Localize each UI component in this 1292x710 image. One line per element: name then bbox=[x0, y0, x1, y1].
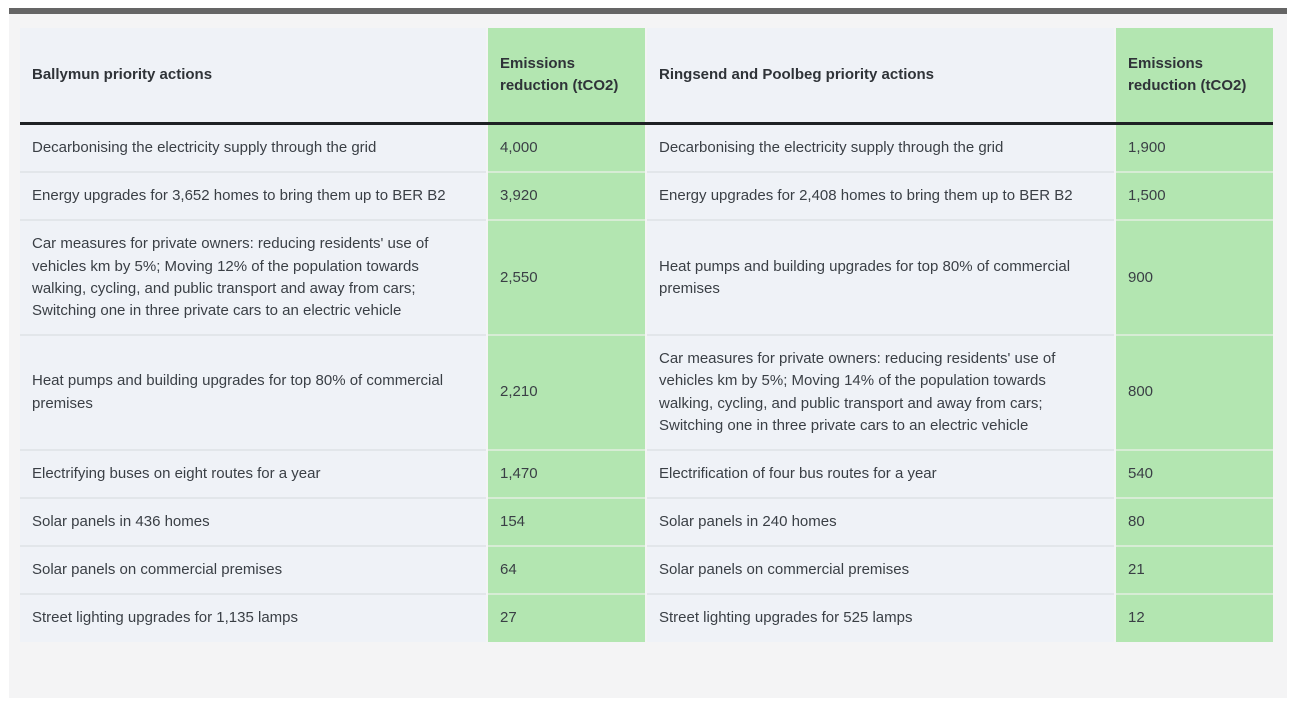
ringsend-value-cell: 540 bbox=[1116, 449, 1273, 497]
table-row bbox=[20, 219, 1273, 334]
ballymun-action-cell: Decarbonising the electricity supply through the grid bbox=[20, 125, 486, 171]
table-row bbox=[20, 334, 1273, 449]
table-row bbox=[20, 497, 1273, 545]
ringsend-action-cell: Solar panels on commercial premises bbox=[647, 545, 1114, 593]
table-row bbox=[20, 171, 1273, 219]
ballymun-value-cell: 3,920 bbox=[488, 171, 645, 219]
ringsend-value-cell: 1,500 bbox=[1116, 171, 1273, 219]
emissions-table-panel bbox=[9, 8, 1287, 698]
col-header-ringsend-actions: Ringsend and Poolbeg priority actions bbox=[647, 28, 1114, 122]
ringsend-action-cell: Car measures for private owners: reducing residents' use of vehicles km by 5%; Moving 14% of the population towards walking, cycling, and public transport and away from cars; Switching one in three private cars to an electric vehicle bbox=[647, 334, 1114, 449]
ringsend-value-cell: 1,900 bbox=[1116, 125, 1273, 171]
ballymun-value-cell: 154 bbox=[488, 497, 645, 545]
ballymun-value-cell: 64 bbox=[488, 545, 645, 593]
ringsend-value-cell: 800 bbox=[1116, 334, 1273, 449]
ringsend-action-cell: Solar panels in 240 homes bbox=[647, 497, 1114, 545]
table-header-row bbox=[20, 28, 1273, 122]
ballymun-value-cell: 1,470 bbox=[488, 449, 645, 497]
ringsend-action-cell: Electrification of four bus routes for a year bbox=[647, 449, 1114, 497]
ringsend-value-cell: 900 bbox=[1116, 219, 1273, 334]
table-row bbox=[20, 593, 1273, 641]
ringsend-value-cell: 21 bbox=[1116, 545, 1273, 593]
ringsend-action-cell: Heat pumps and building upgrades for top 80% of commercial premises bbox=[647, 219, 1114, 334]
ringsend-action-cell: Decarbonising the electricity supply through the grid bbox=[647, 125, 1114, 171]
ballymun-action-cell: Electrifying buses on eight routes for a year bbox=[20, 449, 486, 497]
col-header-ringsend-emissions: Emissions reduction (tCO2) bbox=[1116, 28, 1273, 122]
table-row bbox=[20, 449, 1273, 497]
ballymun-value-cell: 2,210 bbox=[488, 334, 645, 449]
ballymun-value-cell: 2,550 bbox=[488, 219, 645, 334]
ringsend-value-cell: 80 bbox=[1116, 497, 1273, 545]
ringsend-action-cell: Energy upgrades for 2,408 homes to bring them up to BER B2 bbox=[647, 171, 1114, 219]
table-row bbox=[20, 125, 1273, 171]
ballymun-action-cell: Solar panels in 436 homes bbox=[20, 497, 486, 545]
ballymun-action-cell: Heat pumps and building upgrades for top 80% of commercial premises bbox=[20, 334, 486, 449]
ballymun-action-cell: Car measures for private owners: reducing residents' use of vehicles km by 5%; Moving 12% of the population towards walking, cycling, and public transport and away from cars; Switching one in three private cars to an electric vehicle bbox=[20, 219, 486, 334]
ballymun-value-cell: 4,000 bbox=[488, 125, 645, 171]
ringsend-value-cell: 12 bbox=[1116, 593, 1273, 641]
ballymun-value-cell: 27 bbox=[488, 593, 645, 641]
ballymun-action-cell: Solar panels on commercial premises bbox=[20, 545, 486, 593]
table-row bbox=[20, 545, 1273, 593]
ballymun-action-cell: Energy upgrades for 3,652 homes to bring them up to BER B2 bbox=[20, 171, 486, 219]
col-header-ballymun-emissions: Emissions reduction (tCO2) bbox=[488, 28, 645, 122]
ringsend-action-cell: Street lighting upgrades for 525 lamps bbox=[647, 593, 1114, 641]
ballymun-action-cell: Street lighting upgrades for 1,135 lamps bbox=[20, 593, 486, 641]
col-header-ballymun-actions: Ballymun priority actions bbox=[20, 28, 486, 122]
